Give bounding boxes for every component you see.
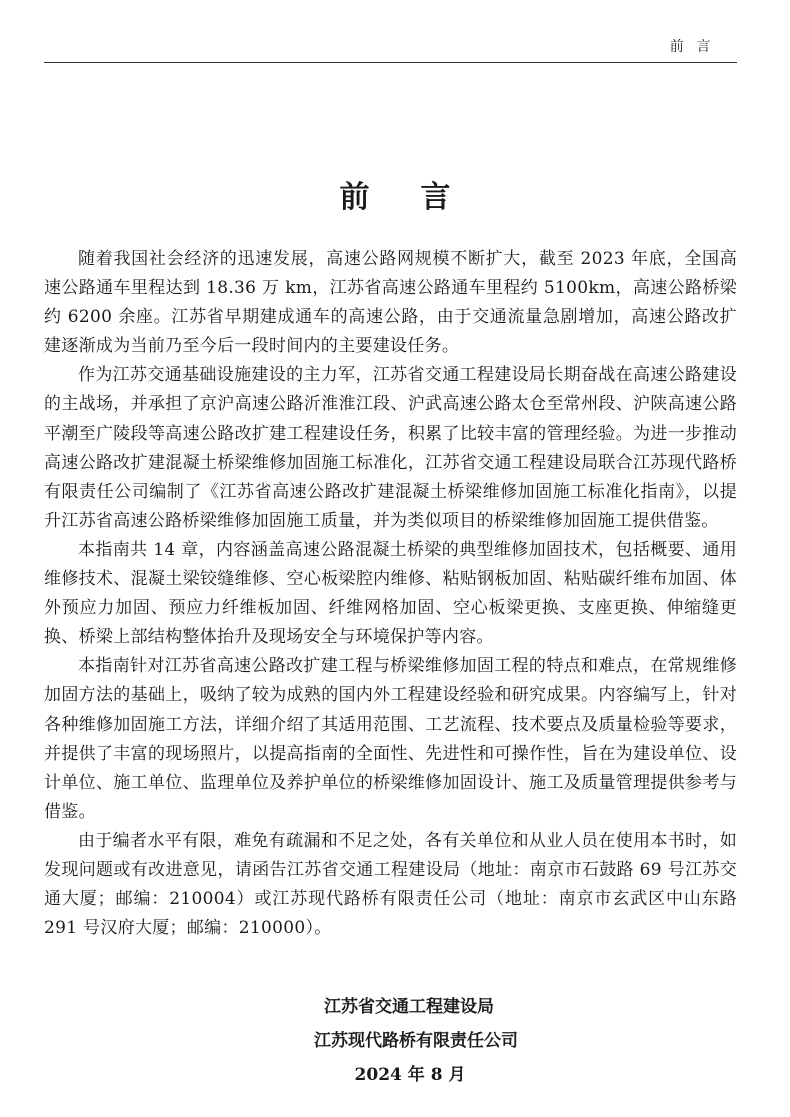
page-title: 前言 xyxy=(339,180,502,215)
running-header-title: 前言 xyxy=(669,39,723,55)
paragraph: 本指南共 14 章，内容涵盖高速公路混凝土桥梁的典型维修加固技术，包括概要、通用维修技术、混凝土梁铰缝维修、空心板梁腔内维修、粘贴钢板加固、粘贴碳纤维布加固、体外预应力加固、预应力纤维板加固、纤维网格加固、空心板梁更换、支座更换、伸缩缝更换、桥梁上部结构整体抬升及现场安全与环境保护等内容。 xyxy=(44,539,737,648)
signature-org-1: 江苏省交通工程建设局 xyxy=(324,997,494,1017)
paragraph: 作为江苏交通基础设施建设的主力军，江苏省交通工程建设局长期奋战在高速公路建设的主战场，并承担了京沪高速公路沂淮淮江段、沪武高速公路太仓至常州段、沪陕高速公路平潮至广陵段等高速公路改扩建工程建设任务，积累了比较丰富的管理经验。为进一步推动高速公路改扩建混凝土桥梁维修加固施工标准化，江苏省交通工程建设局联合江苏现代路桥有限责任公司编制了《江苏省高速公路改扩建混凝土桥梁维修加固施工标准化指南》，以提升江苏省高速公路桥梁维修加固施工质量，并为类似项目的桥梁维修加固施工提供借鉴。 xyxy=(44,365,737,531)
paragraph: 本指南针对江苏省高速公路改扩建工程与桥梁维修加固工程的特点和难点，在常规维修加固方法的基础上，吸纳了较为成熟的国内外工程建设经验和研究成果。内容编写上，针对各种维修加固施工方法，详细介绍了其适用范围、工艺流程、技术要点及质量检验等要求，并提供了丰富的现场照片，以提高指南的全面性、先进性和可操作性，旨在为建设单位、设计单位、施工单位、监理单位及养护单位的桥梁维修加固设计、施工及质量管理提供参考与借鉴。 xyxy=(44,656,737,822)
signature-block xyxy=(0,990,790,1092)
signature-org-2: 江苏现代路桥有限责任公司 xyxy=(314,1031,518,1051)
paragraph: 由于编者水平有限，难免有疏漏和不足之处，各有关单位和从业人员在使用本书时，如发现问题或有改进意见，请函告江苏省交通工程建设局（地址：南京市石鼓路 69 号江苏交通大厦；邮编：210004）或江苏现代路桥有限责任公司（地址：南京市玄武区中山东路 291 号汉府大厦；邮编：210000）。 xyxy=(44,830,737,939)
paragraph: 随着我国社会经济的迅速发展，高速公路网规模不断扩大，截至 2023 年底，全国高速公路通车里程达到 18.36 万 km，江苏省高速公路通车里程约 5100km，高速公路桥梁约 6200 余座。江苏省早期建成通车的高速公路，由于交通流量急剧增加，高速公路改扩建逐渐成为当前乃至今后一段时间内的主要建设任务。 xyxy=(44,249,737,357)
body-text xyxy=(44,245,737,943)
running-header xyxy=(44,30,737,63)
signature-date: 2024 年 8 月 xyxy=(354,1065,466,1085)
